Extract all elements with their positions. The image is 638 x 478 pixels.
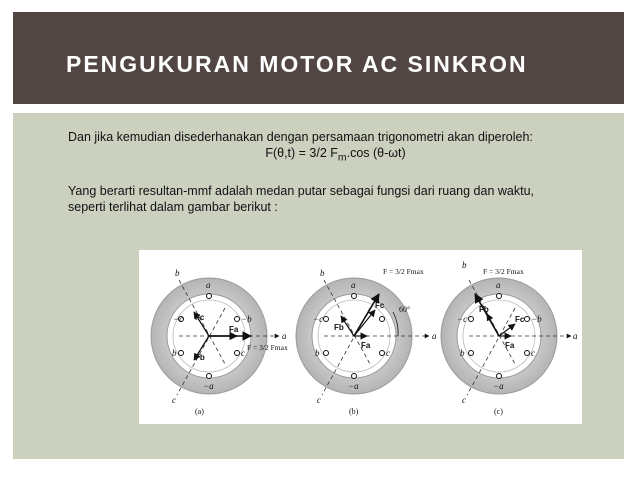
caption-a: (a) xyxy=(195,407,204,416)
resultant-label-a: F = 3/2 Fmax xyxy=(247,343,288,352)
vector-label-fc: Fc xyxy=(515,315,525,324)
explanation-text-1: Yang berarti resultan-mmf adalah medan putar sebagai fungsi dari ruang dan waktu, xyxy=(68,183,535,198)
vector-label-fb: Fb xyxy=(479,305,489,314)
vector-label-fc: Fc xyxy=(375,301,385,310)
label-b-axis: b xyxy=(320,268,325,278)
formula xyxy=(68,145,603,167)
intro-text: Dan jika kemudian disederhanakan dengan persamaan trigonometri akan diperoleh: xyxy=(68,130,533,144)
label-a-top: a xyxy=(496,280,501,290)
caption-c: (c) xyxy=(494,407,503,416)
label-neg-a-bottom: −a xyxy=(493,381,504,391)
slide-title: PENGUKURAN MOTOR AC SINKRON xyxy=(66,51,528,77)
label-neg-b: −b xyxy=(241,314,252,324)
vector-label-fa: Fa xyxy=(505,341,515,350)
explanation-text-2: seperti terlihat dalam gambar berikut : xyxy=(68,199,278,214)
label-a-top: a xyxy=(351,280,356,290)
label-b-axis: b xyxy=(462,260,467,270)
vector-label-fa: Fa xyxy=(229,325,239,334)
label-a-top: a xyxy=(206,280,211,290)
vector-label-fb: Fb xyxy=(195,353,205,362)
panel-c xyxy=(441,260,578,416)
rotating-field-figure xyxy=(139,250,582,424)
label-neg-a-bottom: −a xyxy=(203,381,214,391)
vector-label-fa: Fa xyxy=(361,341,371,350)
formula-prefix: F(θ,t) = 3/2 F xyxy=(265,146,338,160)
label-neg-c: −c xyxy=(457,314,468,324)
label-c: c xyxy=(531,348,535,358)
vector-label-fb: Fb xyxy=(334,323,344,332)
label-neg-c: −c xyxy=(173,314,184,324)
resultant-label-c: F = 3/2 Fmax xyxy=(483,267,524,276)
formula-subscript: m xyxy=(337,152,347,164)
panel-a xyxy=(151,268,288,416)
label-b: b xyxy=(315,348,320,358)
label-neg-b: −b xyxy=(531,314,542,324)
label-neg-c: −c xyxy=(313,314,324,324)
label-c: c xyxy=(386,348,390,358)
formula-suffix: .cos (θ-ωt) xyxy=(346,146,406,160)
label-c: c xyxy=(241,348,245,358)
label-a-axis: a xyxy=(282,331,287,341)
label-a-axis: a xyxy=(432,331,437,341)
angle-label: 60° xyxy=(399,305,411,314)
rotating-field-diagram xyxy=(139,250,582,424)
label-c-axis: c xyxy=(462,395,466,405)
label-b-axis: b xyxy=(175,268,180,278)
label-b: b xyxy=(172,348,177,358)
label-c-axis: c xyxy=(172,395,176,405)
label-c-axis: c xyxy=(317,395,321,405)
slide-body xyxy=(68,129,603,215)
label-neg-a-bottom: −a xyxy=(348,381,359,391)
resultant-label-b: F = 3/2 Fmax xyxy=(383,267,424,276)
panel-b xyxy=(296,267,437,416)
label-b: b xyxy=(460,348,465,358)
vector-label-fc: Fc xyxy=(195,313,205,322)
caption-b: (b) xyxy=(349,407,359,416)
label-a-axis: a xyxy=(573,331,578,341)
